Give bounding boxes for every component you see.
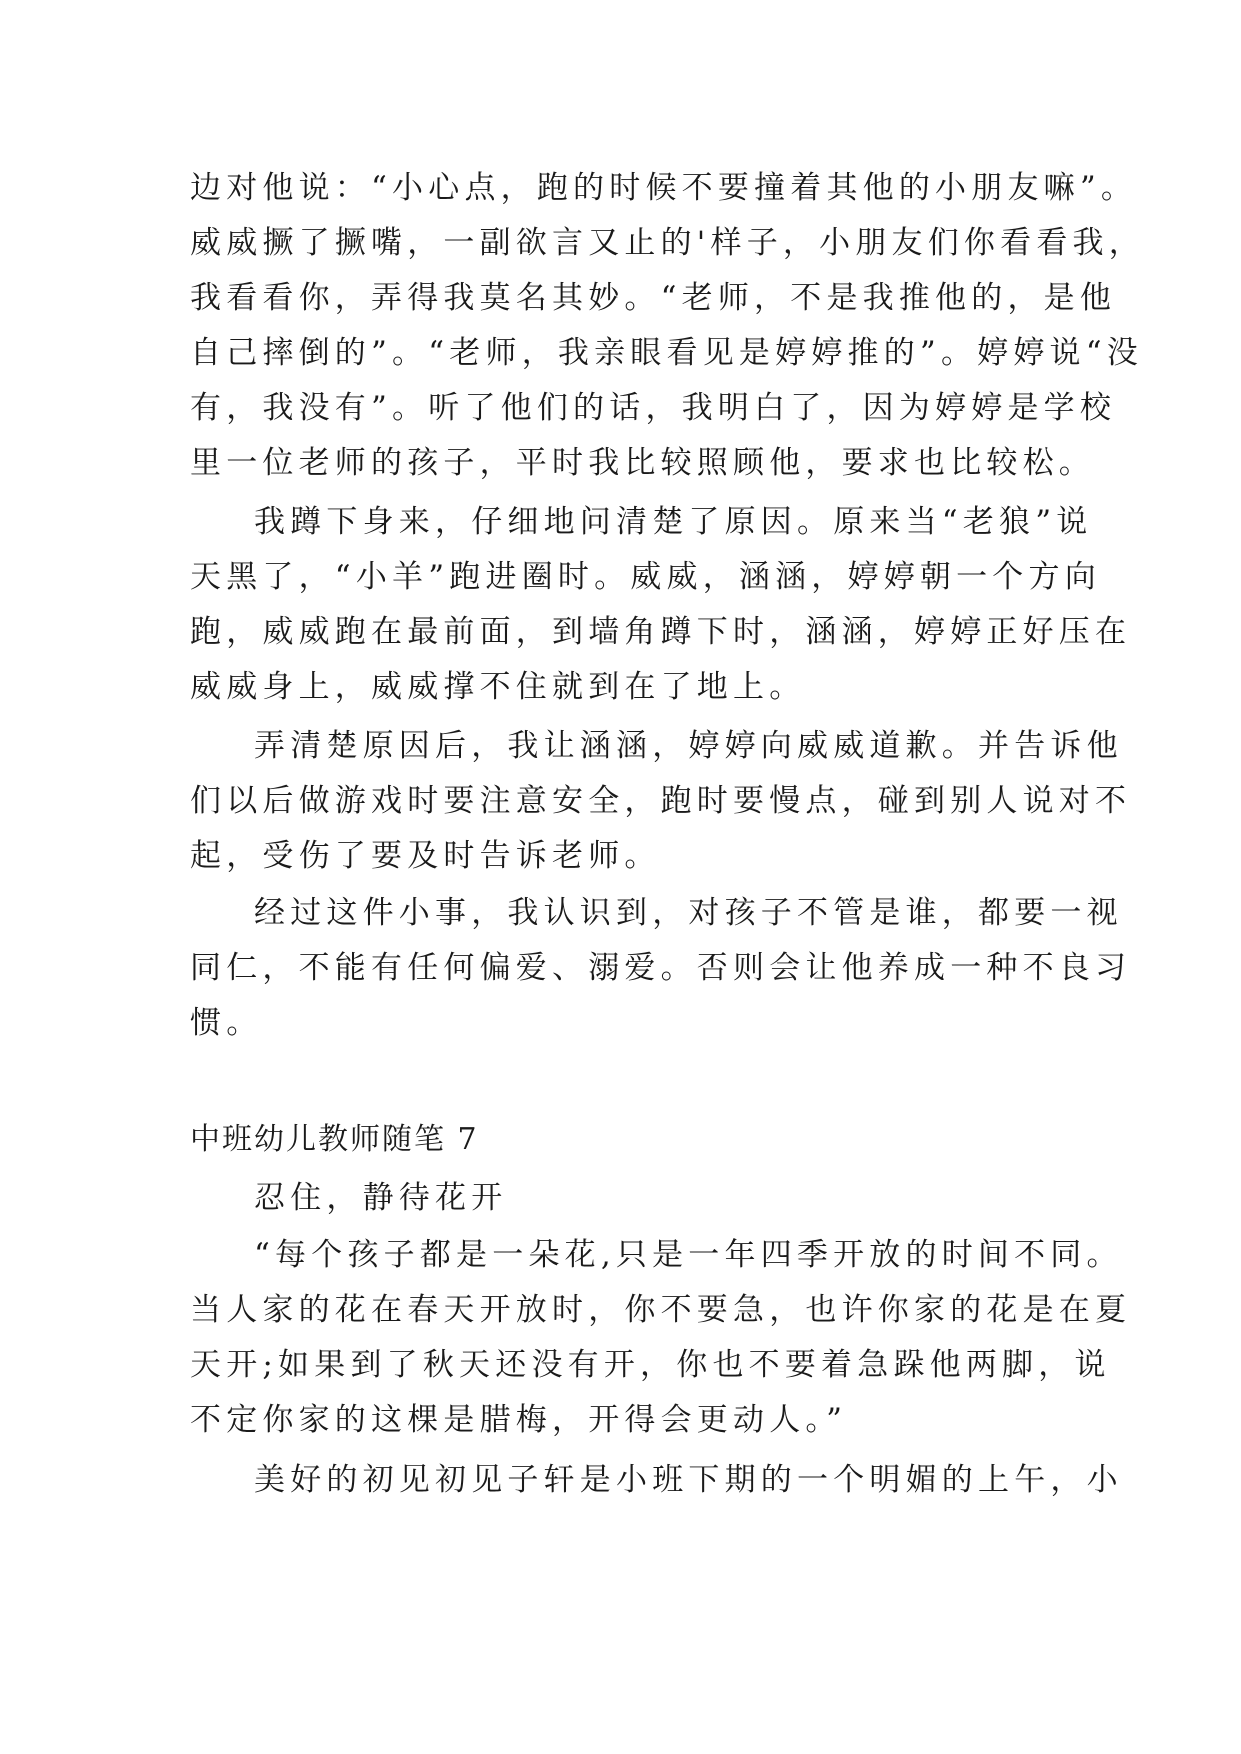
paragraph-line: 天黑了，“小羊”跑进圈时。威威，涵涵，婷婷朝一个方向 [190,559,1101,595]
paragraph-line: 我蹲下身来，仔细地问清楚了原因。原来当“老狼”说 [254,504,1093,540]
article-heading: 中班幼儿教师随笔 7 [190,1122,479,1157]
paragraph-line: 威威身上，威威撑不住就到在了地上。 [190,669,806,705]
paragraph-line: 跑，威威跑在最前面，到墙角蹲下时，涵涵，婷婷正好压在 [190,614,1132,650]
paragraph-line: 们以后做游戏时要注意安全，跑时要慢点，碰到别人说对不 [190,783,1132,819]
quote-line: 天开;如果到了秋天还没有开，你也不要着急跺他两脚，说 [190,1347,1111,1383]
paragraph-line: 里一位老师的孩子，平时我比较照顾他，要求也比较松。 [190,445,1095,481]
paragraph-line: 我看看你，弄得我莫名其妙。“老师，不是我推他的，是他 [190,280,1117,316]
paragraph-line: 有，我没有”。听了他们的话，我明白了，因为婷婷是学校 [190,390,1117,426]
paragraph-line: 自己摔倒的”。“老师，我亲眼看见是婷婷推的”。婷婷说“没 [190,335,1143,371]
paragraph-line: 威威撅了撅嘴，一副欲言又止的'样子，小朋友们你看看我， [190,225,1145,261]
quote-line: 当人家的花在春天开放时，你不要急，也许你家的花是在夏 [190,1292,1132,1328]
paragraph-line: 惯。 [190,1005,263,1041]
quote-line: 不定你家的这棵是腊梅，开得会更动人。” [190,1402,848,1438]
article-subtitle: 忍住，静待花开 [254,1180,508,1216]
paragraph-line: 美好的初见初见子轩是小班下期的一个明媚的上午，小 [254,1462,1123,1498]
quote-line: “每个孩子都是一朵花,只是一年四季开放的时间不同。 [254,1237,1123,1273]
paragraph-line: 同仁，不能有任何偏爱、溺爱。否则会让他养成一种不良习 [190,950,1132,986]
paragraph-line: 弄清楚原因后，我让涵涵，婷婷向威威道歉。并告诉他 [254,728,1123,764]
paragraph-line: 经过这件小事，我认识到，对孩子不管是谁，都要一视 [254,895,1123,931]
paragraph-line: 边对他说：“小心点，跑的时候不要撞着其他的小朋友嘛”。 [190,170,1138,206]
paragraph-line: 起，受伤了要及时告诉老师。 [190,838,661,874]
